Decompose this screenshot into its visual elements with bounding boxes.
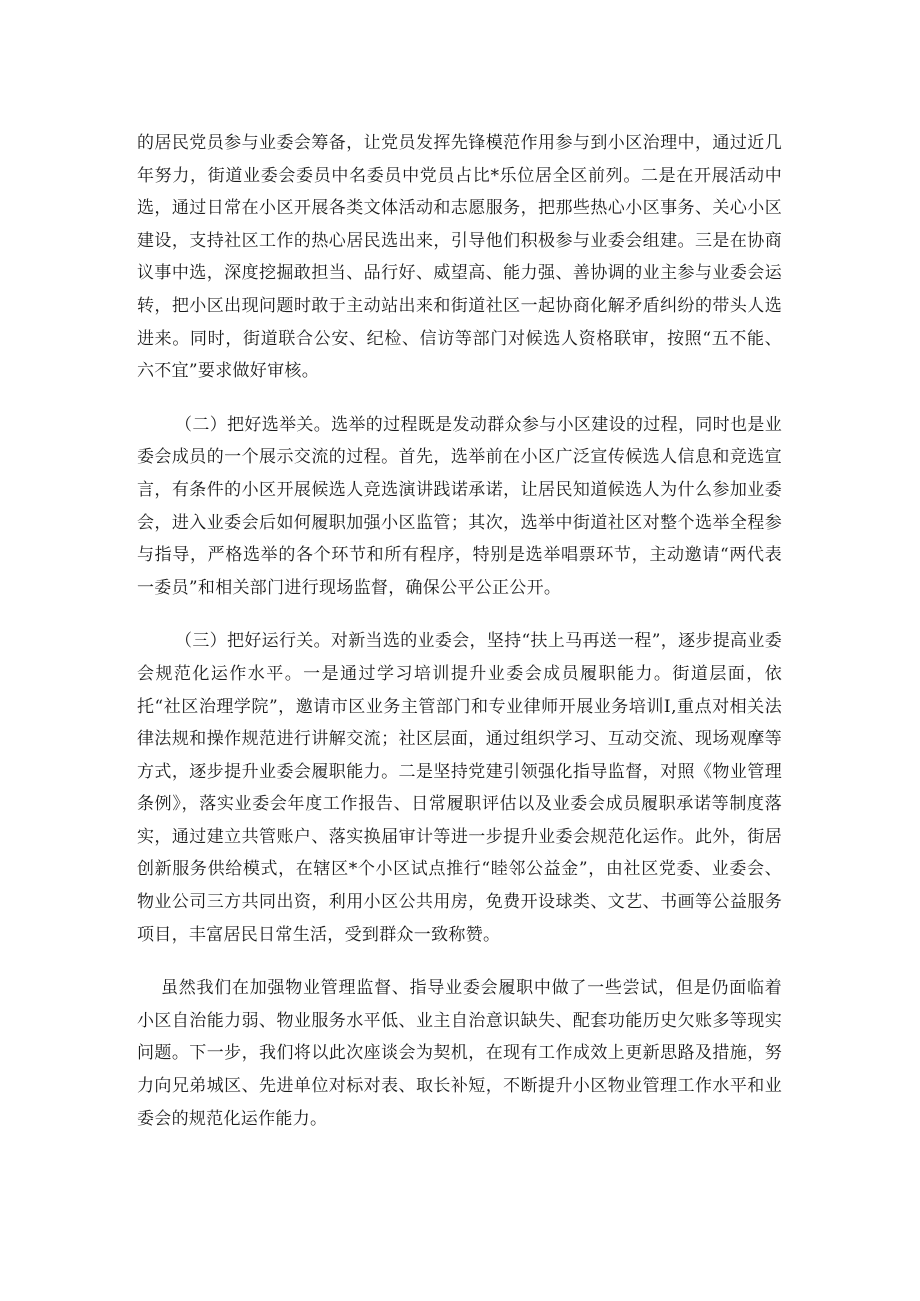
- paragraph-election-section: （二）把好选举关。选举的过程既是发动群众参与小区建设的过程，同时也是业委会成员的一个展示交流的过程。首先，选举前在小区广泛宣传候选人信息和竞选宣言，有条件的小区开展候选人竞选演讲践诺承诺，让居民知道候选人为什么参加业委会，进入业委会后如何履职加强小区监管；其次，选举中街道社区对整个选举全程参与指导，严格选举的各个环节和所有程序，特别是选举唱票环节，主动邀请“两代表一委员”和相关部门进行现场监督，确保公平公正公开。: [137, 414, 782, 598]
- paragraph-conclusion: 虽然我们在加强物业管理监督、指导业委会履职中做了一些尝试，但是仍面临着小区自治能力弱、物业服务水平低、业主自治意识缺失、配套功能历史欠账多等现实问题。下一步，我们将以此次座谈会为契机，在现有工作成效上更新思路及措施，努力向兄弟城区、先进单位对标对表、取长补短，不断提升小区物业管理工作水平和业委会的规范化运作能力。: [137, 978, 782, 1129]
- paragraph-operation-section: （三）把好运行关。对新当选的业委会，坚持“扶上马再送一程”，逐步提高业委会规范化运作水平。一是通过学习培训提升业委会成员履职能力。街道层面，依托“社区治理学院”，邀请市区业务主管部门和专业律师开展业务培训Ⅰ,重点对相关法律法规和操作规范进行讲解交流；社区层面，通过组织学习、互动交流、现场观摩等方式，逐步提升业委会履职能力。二是坚持党建引领强化指导监督，对照《物业管理条例》，落实业委会年度工作报告、日常履职评估以及业委会成员履职承诺等制度落实，通过建立共管账户、落实换届审计等进一步提升业委会规范化运作。此外，街居创新服务供给模式，在辖区*个小区试点推行“睦邻公益金”，由社区党委、业委会、物业公司三方共同出资，利用小区公共用房，免费开设球类、文艺、书画等公益服务项目，丰富居民日常生活，受到群众一致称赞。: [137, 631, 782, 945]
- paragraph-candidate-selection-continued: 的居民党员参与业委会筹备，让党员发挥先锋模范作用参与到小区治理中，通过近几年努力，街道业委会委员中名委员中党员占比*乐位居全区前列。二是在开展活动中选，通过日常在小区开展各类文体活动和志愿服务，把那些热心小区事务、关心小区建设，支持社区工作的热心居民选出来，引导他们积极参与业委会组建。三是在协商议事中选，深度挖掘敢担当、品行好、威望高、能力强、善协调的业主参与业委会运转，把小区出现问题时敢于主动站出来和街道社区一起协商化解矛盾纠纷的带头人选进来。同时，街道联合公安、纪检、信访等部门对候选人资格联审，按照“五不能、六不宜”要求做好审核。: [137, 133, 782, 382]
- document-body: [137, 127, 782, 1135]
